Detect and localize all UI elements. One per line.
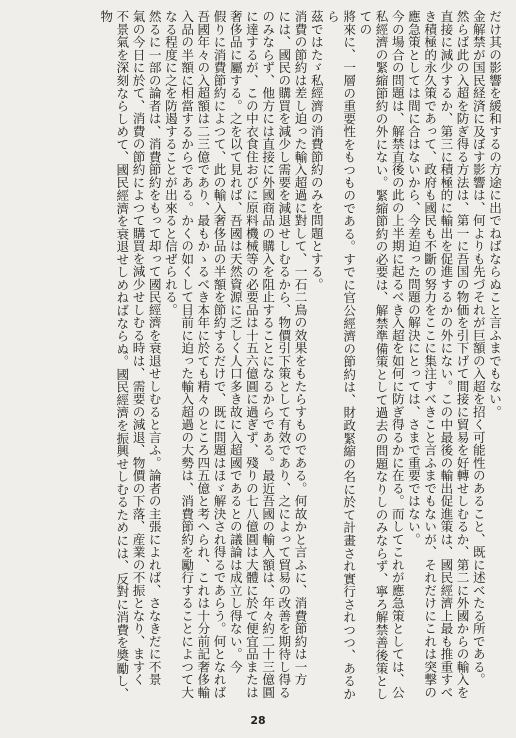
text-line: き積極的永久策であって、政府も國民も不斷の努力をここに集注すべきこと言ふまでもないが、それだけにこれは突撃の xyxy=(422,10,438,699)
text-line: に達するが、この中衣食住おびに原料機械等の必要品は十五六億圓に過ぎず、殘りの七八億圓は大體に於て便宜品または xyxy=(243,10,259,699)
text-line: 氣の今日に於て、消費の節約によつて購買を減少せしむる時は、需要の減退、物價の下落、産業の不振となり、ますく xyxy=(130,10,146,686)
text-line: 今の場合の問題は、解禁直後の此の上半期に起るべき入超を如何に防ぎ得るかに在る。而してこれが應急策としては、公 xyxy=(389,10,405,699)
text-line: 吾國年々の入超額は二三億であり、最もかゝるべき本年に於ても精々のところ四五億と考へられ、これは十分前記奢侈輸 xyxy=(195,10,211,699)
text-line: 金解禁が国民経済に及ぼす影響は、何よりも先づそれが巨額の入超を招く可能性のあること、既に述べたる所である。 xyxy=(470,10,486,686)
text-line: 消費の節約は差し迫った輸入超過に對して、一石二鳥の效果をもたらすものである。何故かと言ふに、消費節約は一方 xyxy=(292,10,308,686)
text-line: のみならず、他方には直接に外國商品の購入を阻止することになるからである。最近吾國の輸入額は、年々約二十三億圓 xyxy=(260,10,276,699)
text-line: 將來に、一層の重要性をもつものである。すでに官公經濟の節約は、財政緊縮の名に於て計畫され實行されつつ、あるから xyxy=(324,10,357,700)
text-line: なる程度に之を防遏することが出來ると信ぜられる。 xyxy=(162,10,178,316)
text-line: には、國民の購買を減少し需要を減退せしむるから、物價引下策として有效であり、之によって貿易の改善を期待し得る xyxy=(276,10,292,699)
body-text xyxy=(10,10,502,700)
text-line: 私經濟の緊縮節約の外にない。緊縮節約の必要は、解禁準備策として過去の問題なりしのみならず、寧ろ解禁善後策としての xyxy=(357,10,389,700)
text-line: 直接に減少するか、第三に積極的に輸出を促進するかの外にない。この中最後の輸出促進策は、國民經濟上最も推重すべ xyxy=(438,10,454,699)
text-line: 茲ではたゞ私經濟の消費節約のみを問題とする。 xyxy=(308,10,324,291)
text-line: 然るに一部の論者は、消費節約をもって却って國民經濟を衰退せしむると言ふ。論者の主張によれば、さなきだに不景 xyxy=(146,10,162,686)
text-line: 入品の半額に相當するからである。かくの如くして目前に迫った輸入超過の大勢は、消費節約を勵行することによつて大 xyxy=(179,10,195,699)
text-line: 不景氣を深刻ならしめて、國民經濟を衰退せしめねばならぬ。國民經濟を振興せしむるためには、反對に消費を奬勵し、物 xyxy=(98,10,130,700)
text-line: 奢侈品に屬する。之を以て見れば、吾國は天然資源に乏しく人口多き故に入超國であるとの議論は成立し得ない。今 xyxy=(227,10,243,673)
text-line: 然らば此の入超を防ぎ得る方法は、第一に吾国の物価を引下げて間接に貿易を好轉せしむるか、第二に外國からの輸入を xyxy=(454,10,470,699)
text-line: だけ其の影響を緩和するの方途に出でねばならぬこと言ふまでもない。 xyxy=(487,10,502,418)
text-line: 應急策としては間に合はないから、今差迫った問題の解決にとっては、さまで重要ではない。 xyxy=(405,10,421,546)
page-number: 28 xyxy=(250,714,266,727)
text-line: 假りに消費節約によつて、此の輸入奢侈品の半額を節約するだけで、既に問題はほゞ解決され得るであらう。何となれば xyxy=(211,10,227,699)
